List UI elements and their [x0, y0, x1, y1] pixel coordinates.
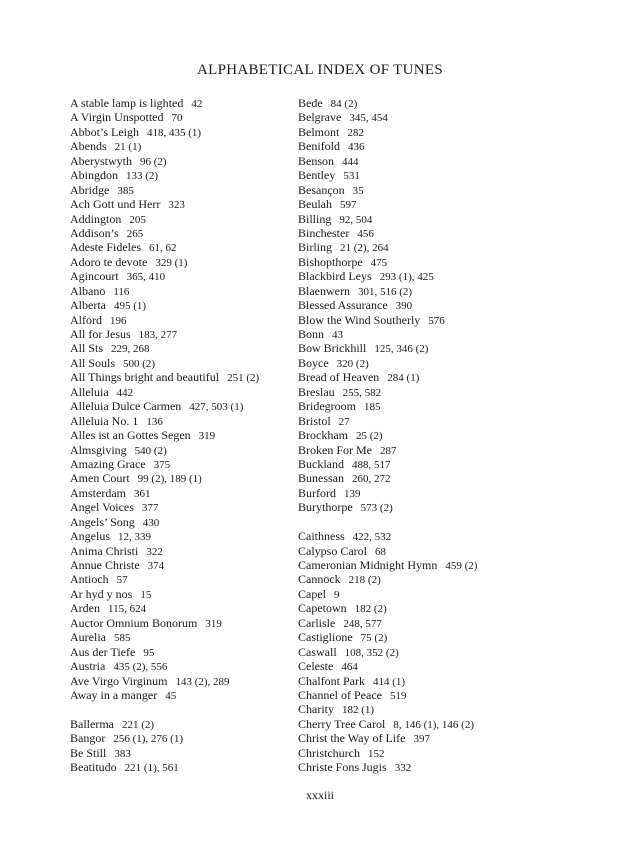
hymn-numbers: 375	[153, 458, 171, 471]
hymn-numbers: 9	[334, 588, 340, 601]
index-entry	[298, 558, 477, 572]
tune-name: Billing	[298, 211, 332, 226]
tune-name: Bangor	[70, 731, 106, 746]
tune-name: Carlisle	[298, 615, 336, 630]
hymn-numbers: 57	[116, 574, 128, 587]
tune-name: Aberystwyth	[70, 153, 132, 168]
tune-name: Blessed Assurance	[298, 298, 388, 313]
index-entry	[298, 240, 477, 254]
tune-name: Alleluia	[70, 384, 109, 399]
index-entry	[298, 226, 477, 240]
index-entry	[70, 125, 259, 139]
tune-name: Celeste	[298, 659, 334, 674]
index-entry	[298, 659, 477, 673]
index-entry	[70, 385, 259, 399]
tune-name: Addington	[70, 211, 122, 226]
index-entry	[298, 327, 477, 341]
index-entry	[298, 601, 477, 615]
index-entry	[70, 341, 259, 355]
tune-name: Angelus	[70, 529, 110, 544]
hymn-numbers: 456	[357, 227, 374, 240]
index-entry	[70, 587, 259, 601]
section-gap	[298, 515, 477, 529]
index-entry	[298, 341, 477, 355]
index-entry	[70, 110, 259, 124]
index-entry	[70, 168, 259, 182]
tune-name: Austria	[70, 659, 106, 674]
index-entry	[70, 674, 259, 688]
hymn-numbers: 229, 268	[111, 343, 150, 356]
index-entry	[298, 471, 477, 485]
tune-name: Burford	[298, 485, 336, 500]
hymn-numbers: 377	[141, 502, 159, 515]
tune-name: Alles ist an Gottes Segen	[70, 428, 191, 443]
hymn-numbers: 488, 517	[352, 458, 391, 471]
index-entry	[298, 746, 477, 760]
index-entry	[298, 139, 477, 153]
hymn-numbers: 221 (1), 561	[124, 762, 179, 775]
tune-name: Alleluia No. 1	[70, 413, 139, 428]
tune-name: Binchester	[298, 225, 350, 240]
index-entry	[70, 529, 259, 543]
hymn-numbers: 25 (2)	[356, 430, 383, 443]
index-entry	[298, 731, 477, 745]
tune-name: Blackbird Leys	[298, 269, 372, 284]
tune-name: Antioch	[70, 572, 109, 587]
hymn-numbers: 414 (1)	[373, 675, 406, 688]
index-entry	[298, 630, 477, 644]
index-entry	[298, 255, 477, 269]
index-entry	[70, 558, 259, 572]
hymn-numbers: 418, 435 (1)	[147, 126, 202, 139]
hymn-numbers: 361	[134, 487, 151, 500]
hymn-numbers: 531	[343, 170, 360, 183]
tune-name: Amen Court	[70, 471, 130, 486]
tune-name: Boyce	[298, 355, 329, 370]
index-entry	[70, 428, 259, 442]
tune-name: Caswall	[298, 644, 337, 659]
hymn-numbers: 519	[389, 689, 407, 702]
index-entry	[70, 688, 259, 702]
hymn-numbers: 92, 504	[339, 213, 373, 226]
tune-name: Birling	[298, 240, 333, 255]
tune-name: Alberta	[70, 298, 106, 313]
index-entry	[298, 385, 477, 399]
hymn-numbers: 385	[117, 184, 134, 197]
tune-name: Angels’ Song	[70, 514, 135, 529]
index-entry	[298, 370, 477, 384]
tune-name: Brockham	[298, 428, 348, 443]
hymn-numbers: 265	[126, 227, 144, 240]
tune-name: Buckland	[298, 456, 344, 471]
hymn-numbers: 365, 410	[126, 271, 166, 284]
hymn-numbers: 597	[340, 199, 357, 212]
index-entry	[70, 327, 259, 341]
tune-name: Breslau	[298, 384, 335, 399]
tune-name: Alford	[70, 312, 102, 327]
hymn-numbers: 183, 277	[138, 329, 178, 341]
hymn-numbers: 108, 352 (2)	[344, 646, 399, 659]
hymn-numbers: 464	[341, 661, 358, 674]
tune-name: Belgrave	[298, 110, 342, 125]
hymn-numbers: 573 (2)	[360, 502, 393, 515]
hymn-numbers: 383	[114, 747, 131, 760]
hymn-numbers: 115, 624	[108, 603, 147, 616]
hymn-numbers: 282	[347, 126, 364, 139]
hymn-numbers: 301, 516 (2)	[357, 285, 413, 298]
index-entry	[70, 399, 259, 413]
index-entry	[70, 515, 259, 529]
tune-name: Castiglione	[298, 630, 353, 645]
index-entry	[298, 674, 477, 688]
index-entry	[70, 630, 259, 644]
hymn-numbers: 444	[342, 155, 359, 168]
index-entry	[70, 601, 259, 615]
index-entry	[298, 183, 477, 197]
index-entry	[70, 226, 259, 240]
tune-name: Christchurch	[298, 745, 360, 760]
index-entry	[298, 645, 477, 659]
hymn-numbers: 182 (2)	[354, 603, 387, 616]
index-entry	[298, 529, 477, 543]
tune-name: Adoro te devote	[70, 254, 148, 269]
hymn-numbers: 205	[129, 213, 146, 226]
tune-name: Adeste Fideles	[70, 240, 141, 255]
hymn-numbers: 540 (2)	[134, 444, 167, 457]
index-entry	[70, 760, 259, 774]
hymn-numbers: 436	[348, 141, 365, 154]
tune-name: Auctor Omnium Bonorum	[70, 615, 198, 630]
hymn-numbers: 500 (2)	[123, 357, 156, 370]
tune-name: Chalfont Park	[298, 673, 365, 688]
tune-name: Ach Gott und Herr	[70, 197, 161, 212]
hymn-numbers: 61, 62	[149, 242, 177, 255]
index-entry	[298, 110, 477, 124]
tune-name: Arden	[70, 601, 100, 616]
hymn-numbers: 284 (1)	[387, 372, 420, 385]
tune-name: Alleluia Dulce Carmen	[70, 399, 182, 414]
hymn-numbers: 322	[146, 545, 163, 558]
hymn-numbers: 287	[380, 444, 397, 457]
tune-name: Cannock	[298, 572, 341, 587]
hymn-numbers: 293 (1), 425	[379, 271, 434, 284]
tune-name: Belmont	[298, 124, 340, 139]
index-entry	[70, 544, 259, 558]
index-entry	[70, 212, 259, 226]
tune-name: Calypso Carol	[298, 543, 367, 558]
tune-name: Cameronian Midnight Hymn	[298, 558, 438, 572]
tune-name: Charity	[298, 702, 334, 717]
tune-name: Anima Christi	[70, 543, 139, 558]
tune-name: All Souls	[70, 355, 116, 370]
tune-name: Benifold	[298, 139, 340, 154]
hymn-numbers: 345, 454	[349, 112, 388, 125]
index-entry	[298, 702, 477, 716]
page-number: xxxiii	[305, 788, 334, 802]
index-entry	[70, 471, 259, 485]
index-entry	[70, 139, 259, 153]
index-entry	[298, 717, 477, 731]
tune-name: Cherry Tree Carol	[298, 716, 386, 731]
index-entry	[70, 443, 259, 457]
tune-name: Be Still	[70, 745, 107, 760]
index-entry	[70, 370, 259, 384]
tune-name: Beulah	[298, 197, 332, 212]
index-entry	[70, 486, 259, 500]
tune-name: A stable lamp is lighted	[70, 96, 184, 110]
hymn-numbers: 139	[344, 487, 361, 500]
hymn-numbers: 221 (2)	[121, 718, 155, 731]
hymn-numbers: 99 (2), 189 (1)	[137, 473, 202, 486]
hymn-numbers: 390	[395, 300, 413, 313]
index-entry	[298, 688, 477, 702]
hymn-numbers: 475	[370, 256, 388, 269]
index-entry	[298, 197, 477, 211]
index-entry	[298, 457, 477, 471]
hymn-numbers: 12, 339	[118, 531, 151, 544]
index-entry	[70, 717, 259, 731]
hymn-numbers: 374	[147, 560, 165, 572]
index-entry	[298, 313, 477, 327]
tune-name: Bristol	[298, 413, 331, 428]
tune-name: Annue Christe	[70, 558, 140, 572]
tune-name: Abbot’s Leigh	[70, 124, 139, 139]
tune-name: Aus der Tiefe	[70, 644, 136, 659]
hymn-numbers: 8, 146 (1), 146 (2)	[393, 718, 474, 731]
tune-name: Besançon	[298, 182, 345, 197]
hymn-numbers: 70	[171, 112, 183, 125]
tune-name: Capel	[298, 586, 326, 601]
hymn-numbers: 116	[113, 285, 130, 298]
hymn-numbers: 442	[116, 386, 134, 399]
tune-name: Blow the Wind Southerly	[298, 312, 421, 327]
index-entry	[70, 255, 259, 269]
hymn-numbers: 68	[375, 545, 386, 558]
tune-name: Broken For Me	[298, 442, 372, 457]
tune-name: Bow Brickhill	[298, 341, 367, 356]
hymn-numbers: 43	[332, 329, 344, 341]
index-entry	[70, 96, 259, 110]
index-column-right	[298, 96, 477, 775]
hymn-numbers: 218 (2)	[348, 574, 381, 587]
tune-name: Amazing Grace	[70, 456, 146, 471]
hymn-numbers: 196	[110, 314, 127, 327]
tune-name: A Virgin Unspotted	[70, 110, 164, 125]
hymn-numbers: 319	[198, 430, 216, 443]
hymn-numbers: 459 (2)	[445, 560, 478, 572]
hymn-numbers: 96 (2)	[140, 155, 167, 168]
tune-name: Angel Voices	[70, 500, 134, 515]
tune-name: Agincourt	[70, 269, 119, 284]
tune-name: Christ the Way of Life	[298, 731, 406, 746]
index-entry	[298, 298, 477, 312]
tune-name: Abends	[70, 139, 107, 154]
index-entry	[70, 284, 259, 298]
index-entry	[70, 457, 259, 471]
index-entry	[298, 154, 477, 168]
section-gap	[70, 702, 259, 716]
hymn-numbers: 251 (2)	[227, 372, 260, 385]
tune-name: Bonn	[298, 327, 325, 341]
hymn-numbers: 422, 532	[352, 531, 392, 544]
hymn-numbers: 15	[140, 588, 152, 601]
hymn-numbers: 182 (1)	[342, 704, 375, 717]
hymn-numbers: 323	[168, 199, 185, 212]
hymn-numbers: 576	[428, 314, 445, 327]
hymn-numbers: 21 (1)	[114, 141, 142, 154]
hymn-numbers: 125, 346 (2)	[374, 343, 429, 356]
hymn-numbers: 136	[146, 415, 163, 428]
index-entry	[70, 572, 259, 586]
index-entry	[70, 731, 259, 745]
tune-name: Almsgiving	[70, 442, 127, 457]
index-entry	[298, 616, 477, 630]
tune-name: All Things bright and beautiful	[70, 370, 220, 385]
index-entry	[70, 616, 259, 630]
tune-name: Amsterdam	[70, 485, 126, 500]
index-entry	[70, 313, 259, 327]
index-entry	[70, 659, 259, 673]
hymn-numbers: 248, 577	[343, 617, 382, 630]
index-entry	[298, 443, 477, 457]
hymn-numbers: 319	[205, 617, 222, 630]
hymn-numbers: 585	[113, 632, 131, 645]
hymn-numbers: 42	[191, 98, 203, 110]
hymn-numbers: 329 (1)	[155, 256, 188, 269]
tune-name: Blaenwern	[298, 283, 350, 298]
tune-name: Albano	[70, 283, 106, 298]
tune-name: Ar hyd y nos	[70, 586, 133, 601]
index-entry	[298, 428, 477, 442]
index-entry	[70, 414, 259, 428]
index-column-left	[70, 96, 259, 775]
page-title: ALPHABETICAL INDEX OF TUNES	[196, 62, 443, 78]
hymn-numbers: 255, 582	[342, 386, 382, 399]
tune-name: Abingdon	[70, 168, 118, 183]
tune-name: Bridegroom	[298, 399, 356, 414]
index-entry	[298, 414, 477, 428]
tune-name: Abridge	[70, 182, 110, 197]
index-entry	[70, 356, 259, 370]
tune-name: Addison’s	[70, 225, 119, 240]
hymn-numbers: 397	[413, 733, 430, 746]
hymn-numbers: 320 (2)	[336, 357, 369, 370]
index-entry	[298, 399, 477, 413]
index-entry	[70, 240, 259, 254]
tune-name: Bread of Heaven	[298, 370, 380, 385]
hymn-numbers: 21 (2), 264	[340, 242, 389, 255]
tune-name: Bede	[298, 96, 323, 110]
hymn-numbers: 332	[394, 762, 412, 775]
tune-name: Burythorpe	[298, 500, 353, 515]
index-entry	[70, 269, 259, 283]
hymn-numbers: 152	[368, 747, 385, 760]
index-entry	[298, 486, 477, 500]
index-entry	[70, 183, 259, 197]
tune-name: All Sts	[70, 341, 104, 356]
hymn-numbers: 45	[165, 689, 177, 702]
index-entry	[70, 746, 259, 760]
hymn-numbers: 256 (1), 276 (1)	[113, 733, 183, 746]
index-entry	[298, 500, 477, 514]
hymn-numbers: 35	[352, 184, 364, 197]
index-entry	[70, 645, 259, 659]
index-entry	[298, 96, 477, 110]
index-entry	[298, 125, 477, 139]
tune-name: Bishopthorpe	[298, 254, 363, 269]
index-entry	[70, 154, 259, 168]
index-entry	[70, 500, 259, 514]
tune-name: Ave Virgo Virginum	[70, 673, 168, 688]
index-entry	[70, 197, 259, 211]
hymn-numbers: 427, 503 (1)	[189, 401, 244, 414]
hymn-numbers: 260, 272	[352, 473, 391, 486]
tune-name: Bentley	[298, 168, 336, 183]
index-entry	[298, 587, 477, 601]
index-entry	[298, 212, 477, 226]
tune-name: Beatitudo	[70, 760, 117, 775]
tune-name: Christe Fons Jugis	[298, 760, 387, 775]
hymn-numbers: 143 (2), 289	[175, 675, 230, 688]
hymn-numbers: 495 (1)	[113, 300, 147, 313]
tune-name: Benson	[298, 153, 334, 168]
tune-name: Ballerma	[70, 716, 114, 731]
index-entry	[298, 168, 477, 182]
tune-name: Bunessan	[298, 471, 344, 486]
index-entry	[298, 544, 477, 558]
hymn-numbers: 84 (2)	[330, 98, 358, 110]
tune-name: All for Jesus	[70, 327, 131, 341]
tune-name: Capetown	[298, 601, 347, 616]
tune-name: Channel of Peace	[298, 687, 382, 702]
hymn-numbers: 435 (2), 556	[113, 661, 168, 674]
tune-name: Away in a manger	[70, 687, 158, 702]
hymn-numbers: 133 (2)	[126, 170, 159, 183]
index-entry	[298, 356, 477, 370]
tune-name: Aurelia	[70, 630, 106, 645]
hymn-numbers: 27	[338, 415, 350, 428]
hymn-numbers: 75 (2)	[360, 632, 388, 645]
hymn-numbers: 185	[364, 401, 381, 414]
hymn-numbers: 430	[142, 516, 160, 529]
hymn-numbers: 95	[143, 646, 155, 659]
index-entry	[298, 760, 477, 774]
index-entry	[298, 284, 477, 298]
index-entry	[298, 269, 477, 283]
index-entry	[298, 572, 477, 586]
tune-name: Caithness	[298, 529, 345, 544]
index-entry	[70, 298, 259, 312]
